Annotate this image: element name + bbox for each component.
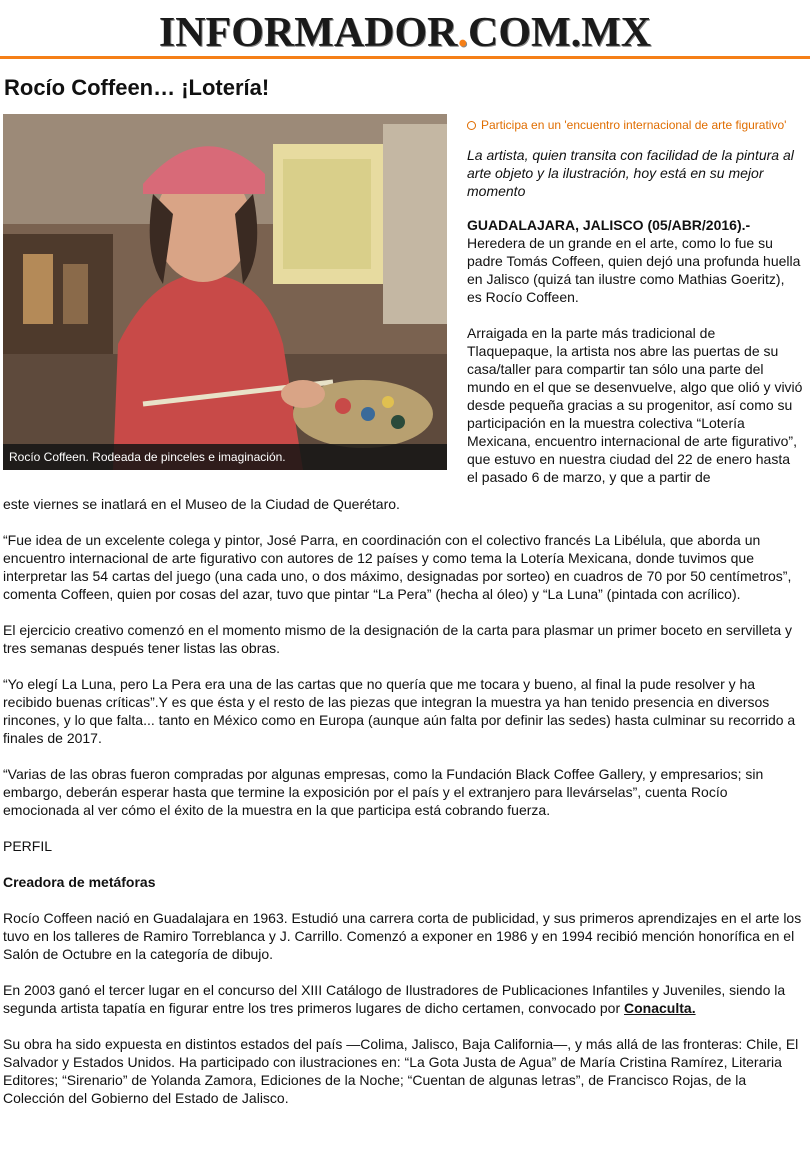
site-logo[interactable]: [0, 10, 810, 56]
photo-caption: Rocío Coffeen. Rodeada de pinceles e imaginación.: [3, 444, 447, 470]
paragraph: “Fue idea de un excelente colega y pintor, José Parra, en coordinación con el colectivo francés La Libélula, que aborda un encuentro internacional de arte figurativo con autores de 12 países y como tema la Lotería Mexicana, donde tuvimos que interpretar las 54 cartas del juego (una cada uno, o dos máximo, designadas por sorteo) en cuadros de 70 por 50 centímetros”, comenta Coffeen, quien por cosas del azar, tuvo que pintar “La Pera” (hecha al óleo) y “La Luna” (pintada con acrílico).: [3, 532, 792, 602]
section-heading: Creadora de metáforas: [3, 874, 156, 890]
header-divider: [0, 56, 810, 59]
related-link-text[interactable]: Participa en un 'encuentro internacional de arte figurativo': [481, 118, 787, 132]
article-body: [3, 495, 803, 1125]
article-photo: [3, 114, 447, 470]
article-side-column: [467, 116, 803, 486]
dateline: GUADALAJARA, JALISCO (05/ABR/2016).-: [467, 217, 751, 233]
paragraph: Su obra ha sido expuesta en distintos estados del país —Colima, Jalisco, Baja California—, y más allá de las fronteras: Chile, El Salvador y Estados Unidos. Ha participado con ilustraciones en: “La Gota Justa de Agua” de María Cristina Ramírez, Literaria Editores; “Sirenario” de Yolanda Zamora, Ediciones de la Noche; “Cuentan de algunas letras”, de Francisco Rojas, de la Colección del Gobierno del Estado de Jalisco.: [3, 1036, 799, 1106]
paragraph-side: Arraigada en la parte más tradicional de Tlaquepaque, la artista nos abre las puertas de su casa/taller para compartir tan sólo una parte del mundo en el que se desenvuelve, algo que olió y vivió desde pequeña gracias a su progenitor, así como su participación en la muestra colectiva “Lotería Mexicana, encuentro internacional de arte figurativo”, que estuvo en nuestra ciudad del 22 de enero hasta el pasado 6 de marzo, y que a partir de: [467, 325, 803, 485]
conaculta-link[interactable]: Conaculta.: [624, 1000, 696, 1016]
logo-dot: .: [457, 10, 468, 56]
paragraph: “Varias de las obras fueron compradas por algunas empresas, como la Fundación Black Coffee Gallery, y empresarios; sin embargo, deberán esperar hasta que termine la exposición por el país y el extranjero para llevárselas”, cuenta Rocío emocionada al ver cómo el éxito de la muestra en la que participa está cobrando fuerza.: [3, 766, 764, 818]
paragraph: [3, 981, 803, 1017]
paragraph: “Yo elegí La Luna, pero La Pera era una de las cartas que no quería que me tocara y bueno, al final la pude resolver y ha recibido buenas críticas”.Y es que ésta y el resto de las piezas que integran la muestra ya han tenido presencia en diversos rincones, y lo que falta... tanto en México como en Europa (aunque aún falta por definir las sedes) hasta culminar su recorrido a finales de 2017.: [3, 676, 796, 746]
paragraph: Rocío Coffeen nació en Guadalajara en 1963. Estudió una carrera corta de publicidad, y sus primeros aprendizajes en el arte los tuvo en los talleres de Ramiro Torreblanca y J. Carrillo. Comenzó a exponer en 1986 y en 1994 recibió mención honorífica en el Salón de Octubre en la categoría de dibujo.: [3, 910, 802, 962]
article-lead: La artista, quien transita con facilidad de la pintura al arte objeto y la ilustración, hoy está en su mejor momento: [467, 147, 794, 199]
paragraph-intro: [467, 216, 803, 306]
masthead: [0, 0, 810, 62]
photo-illustration: [3, 114, 447, 470]
logo-text-right: COM.MX: [468, 10, 652, 56]
logo-text-left: INFORMADOR: [158, 10, 458, 56]
paragraph: este viernes se inatlará en el Museo de la Ciudad de Querétaro.: [3, 496, 400, 512]
circle-bullet-icon: [467, 121, 476, 130]
article-title: Rocío Coffeen… ¡Lotería!: [4, 75, 270, 100]
paragraph-text: En 2003 ganó el tercer lugar en el concurso del XIII Catálogo de Ilustradores de Publicaciones Infantiles y Juveniles, siendo la segunda artista tapatía en figurar entre los tres primeros lugares de dicho certamen, convocado por: [3, 982, 786, 1016]
section-label: PERFIL: [3, 838, 53, 854]
paragraph: El ejercicio creativo comenzó en el momento mismo de la designación de la carta para plasmar un primer boceto en servilleta y tres semanas después tener listas las obras.: [3, 622, 793, 656]
related-link[interactable]: [467, 116, 803, 134]
paragraph-intro-text: Heredera de un grande en el arte, como lo fue su padre Tomás Coffeen, quien dejó una profunda huella en Jalisco (quizá tan ilustre como Mathias Goeritz), es Rocío Coffeen.: [467, 235, 801, 305]
